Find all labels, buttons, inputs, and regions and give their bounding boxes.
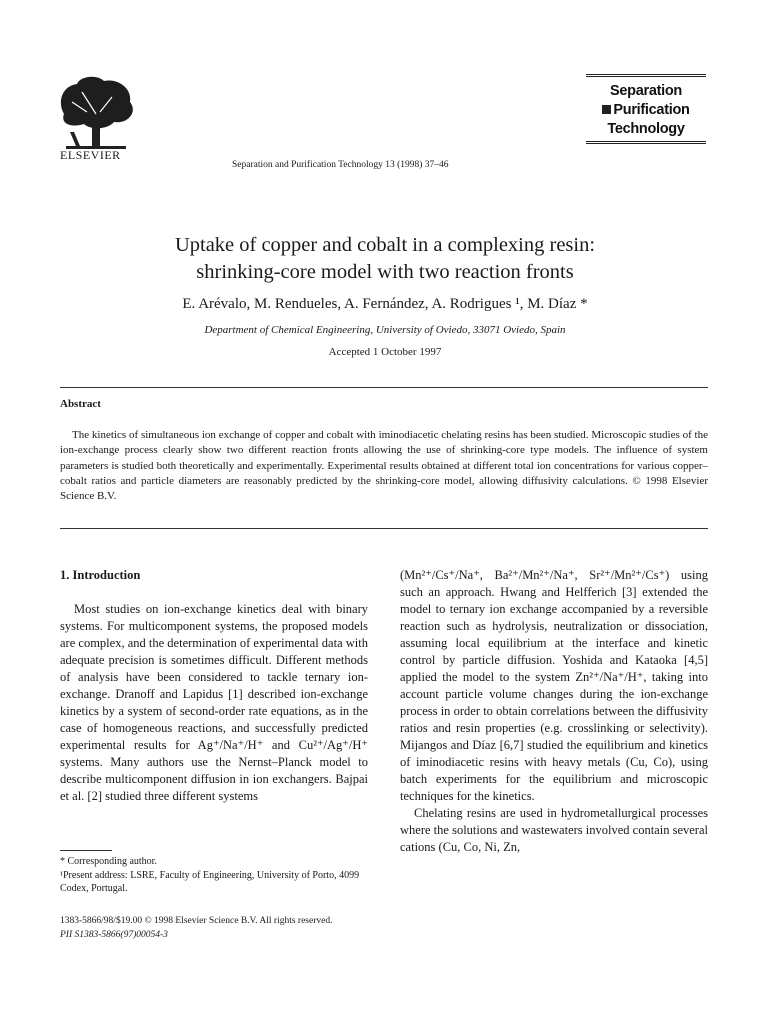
journal-mark-icon xyxy=(602,105,611,114)
footnotes xyxy=(60,855,370,896)
abstract-text: The kinetics of simultaneous ion exchange of copper and cobalt with iminodiacetic chelating resins has been studied. Microscopic studies of the ion-exchange process clearly show two different reaction fronts allowing the use of shrinking-core type models. The influence of system parameters is studied both theoretically and experimentally. Experimental results obtained at different total ion concentrations for various copper–cobalt ratios and particle diameters are reasonably predicted by the shrinking-core model, allowing diffusivity calculations. © 1998 Elsevier Science B.V. xyxy=(60,429,708,503)
divider xyxy=(60,387,708,388)
article-title-line: shrinking-core model with two reaction fronts xyxy=(196,261,574,283)
left-column xyxy=(60,567,368,805)
journal-title-line: Separation xyxy=(610,83,682,99)
article-title xyxy=(60,232,710,286)
paragraph: Chelating resins are used in hydrometallurgical processes where the solutions and wastewaters involved contain several cations (Cu, Co, Ni, Zn, xyxy=(400,806,708,854)
affiliation: Department of Chemical Engineering, University of Oviedo, 33071 Oviedo, Spain xyxy=(204,324,566,336)
paragraph: Most studies on ion-exchange kinetics deal with binary systems. For multicomponent systems, the proposed models are complex, and the determination of experimental data with adequate precision is sometimes difficult. Different methods of analysis have been considered to tackle ternary ion-exchange. Dranoff and Lapidus [1] described ion-exchange kinetics by a system of second-order rate equations, as in the case of homogeneous reactions, and successfully predicted experimental results for Ag⁺/Na⁺/H⁺ and Cu²⁺/Ag⁺/H⁺ systems. Many authors use the Nernst–Planck model to describe multicomponent diffusion in ion exchangers. Bajpai et al. [2] studied three different systems xyxy=(60,602,368,803)
publisher-name: ELSEVIER xyxy=(60,148,121,162)
copyright-block xyxy=(60,914,400,942)
footnote-address: ¹Present address: LSRE, Faculty of Engineering, University of Porto, 4099 Codex, Portugal. xyxy=(60,869,360,894)
abstract-heading: Abstract xyxy=(60,398,101,410)
article-title-line: Uptake of copper and cobalt in a complexing resin: xyxy=(174,234,596,256)
accepted-date: Accepted 1 October 1997 xyxy=(328,346,442,358)
journal-title-line: Technology xyxy=(607,121,685,137)
journal-title-line: Purification xyxy=(613,102,690,118)
elsevier-tree-logo xyxy=(52,72,142,152)
right-column xyxy=(400,567,708,856)
footnote-corresponding: * Corresponding author. xyxy=(60,856,157,867)
author-list: E. Arévalo, M. Rendueles, A. Fernández, A. Rodrigues ¹, M. Díaz * xyxy=(182,296,588,312)
journal-title xyxy=(586,78,706,141)
section-heading: 1. Introduction xyxy=(60,568,141,582)
pii-line: PII S1383-5866(97)00054-3 xyxy=(60,930,168,940)
journal-title-block xyxy=(586,74,706,158)
copyright-line: 1383-5866/98/$19.00 © 1998 Elsevier Science B.V. All rights reserved. xyxy=(60,916,333,926)
paragraph: (Mn²⁺/Cs⁺/Na⁺, Ba²⁺/Mn²⁺/Na⁺, Sr²⁺/Mn²⁺/Cs⁺) using such an approach. Hwang and Helfferich [3] extended the model to ternary ion exchange accompanied by a reversible reaction such as hydrolysis, neutralization or dissociation, assuming local equilibrium at the interface and kinetic control by particle diffusion. Yoshida and Kataoka [4,5] applied the model to the system Zn²⁺/Na⁺/H⁺, taking into account particle volume changes during the ion-exchange process in order to obtain correlations between the diffusivity ratios and resin properties (e.g. crosslinking or selectivity). Mijangos and Díaz [6,7] studied the equilibrium and kinetics of iminodiacetic resins with heavy metals (Cu, Co), using batch experiments for the equilibrium and microscopic techniques for the kinetics. xyxy=(400,568,708,803)
journal-citation: Separation and Purification Technology 13 (1998) 37–46 xyxy=(232,160,449,170)
divider xyxy=(60,528,708,529)
footnote-divider xyxy=(60,850,112,851)
